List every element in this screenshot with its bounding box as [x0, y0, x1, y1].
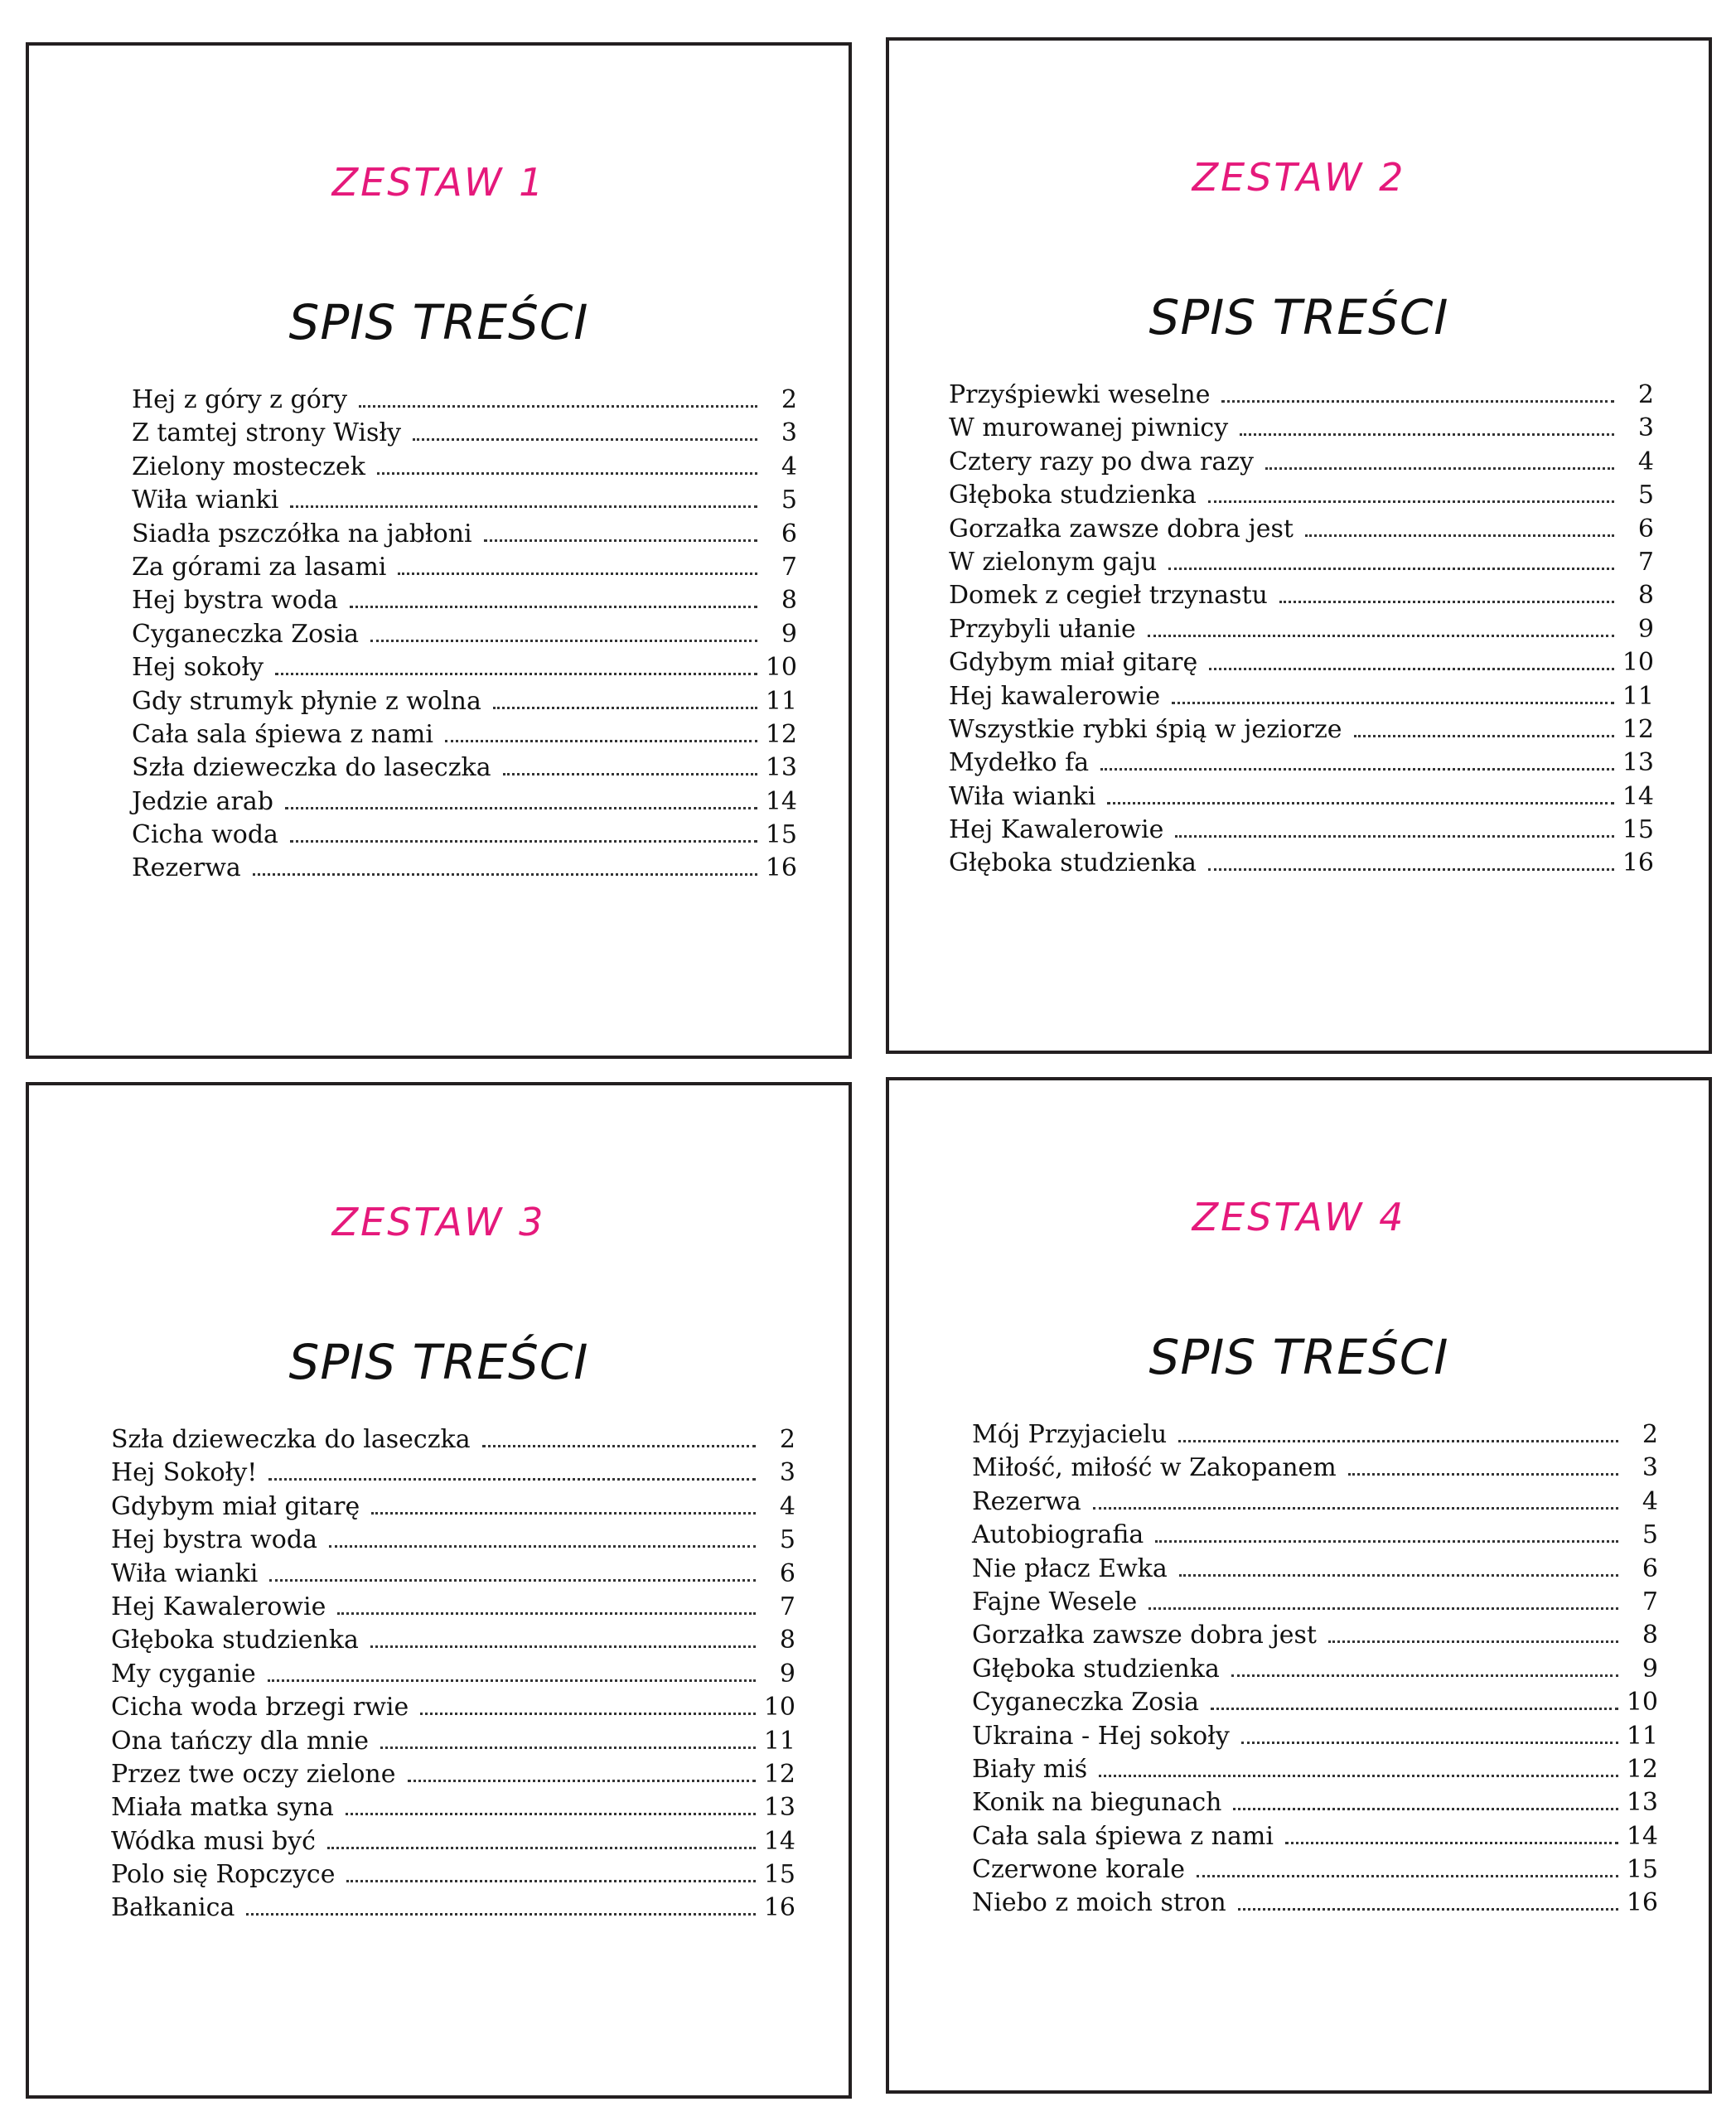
toc-entry-page: 3	[1637, 413, 1654, 443]
toc-entry-title: Wódka musi być	[111, 1826, 316, 1856]
dot-leader	[268, 1478, 756, 1481]
dot-leader	[420, 1713, 756, 1715]
dot-leader	[1100, 768, 1614, 771]
dot-leader	[253, 873, 757, 876]
dot-leader	[503, 773, 757, 775]
toc-entry	[972, 1621, 1658, 1654]
toc-entry	[132, 853, 797, 887]
set-title: ZESTAW 2	[1192, 155, 1406, 200]
set-title: ZESTAW 3	[331, 1200, 546, 1244]
dot-leader	[1099, 1775, 1618, 1777]
toc-entry-page: 6	[1642, 1553, 1658, 1583]
toc-list	[972, 1420, 1658, 1922]
toc-entry-title: Ukraina - Hej sokoły	[972, 1721, 1230, 1751]
dot-leader	[290, 840, 757, 843]
dot-leader	[1208, 500, 1614, 503]
toc-entry	[132, 385, 797, 418]
dot-leader	[1221, 400, 1614, 403]
toc-entry-title: Cała sala śpiewa z nami	[972, 1821, 1274, 1851]
toc-entry	[972, 1554, 1658, 1587]
toc-entry-title: Nie płacz Ewka	[972, 1553, 1168, 1583]
toc-entry	[111, 1559, 795, 1592]
toc-entry-page: 13	[763, 1793, 795, 1823]
dot-leader	[1155, 1540, 1618, 1543]
toc-entry-title: Jedzie arab	[132, 786, 273, 816]
toc-entry-page: 13	[765, 753, 797, 783]
toc-entry	[111, 1492, 795, 1525]
dot-leader	[1172, 702, 1614, 704]
toc-entry-page: 4	[781, 452, 797, 481]
toc-entry-page: 7	[1642, 1587, 1658, 1616]
toc-entry-title: Autobiografia	[972, 1520, 1144, 1550]
toc-entry-page: 9	[1642, 1654, 1658, 1684]
toc-entry	[972, 1453, 1658, 1486]
toc-entry	[111, 1425, 795, 1458]
toc-entry-page: 10	[1622, 648, 1654, 678]
dot-leader	[413, 438, 757, 441]
toc-entry-title: Miłość, miłość w Zakopanem	[972, 1453, 1337, 1483]
toc-entry	[949, 748, 1654, 781]
toc-entry-page: 14	[1626, 1821, 1658, 1851]
toc-entry-page: 16	[1626, 1888, 1658, 1918]
dot-leader	[482, 1445, 756, 1447]
toc-entry	[111, 1693, 795, 1726]
toc-entry	[949, 447, 1654, 481]
toc-entry-page: 13	[1626, 1788, 1658, 1818]
toc-entry	[111, 1592, 795, 1626]
toc-entry	[132, 620, 797, 653]
toc-entry-title: Cztery razy po dwa razy	[949, 447, 1254, 476]
toc-entry	[972, 1722, 1658, 1755]
dot-leader	[268, 1679, 756, 1682]
toc-entry	[132, 553, 797, 586]
toc-entry	[132, 452, 797, 486]
dot-leader	[1148, 635, 1614, 637]
toc-entry-page: 9	[1637, 614, 1654, 644]
toc-panel-zestaw-4	[886, 1077, 1712, 2094]
toc-entry-page: 7	[1637, 547, 1654, 577]
toc-entry-page: 4	[779, 1491, 795, 1521]
toc-entry-page: 8	[779, 1626, 795, 1655]
toc-entry	[132, 753, 797, 786]
toc-heading: SPIS TREŚCI	[288, 1334, 589, 1390]
dot-leader	[1197, 1875, 1618, 1877]
toc-entry-page: 3	[781, 418, 797, 448]
toc-entry	[111, 1626, 795, 1659]
toc-entry	[949, 815, 1654, 848]
dot-leader	[371, 1512, 756, 1515]
toc-entry-title: Siadła pszczółka na jabłoni	[132, 519, 472, 548]
toc-entry-page: 8	[781, 586, 797, 616]
dot-leader	[1211, 1708, 1618, 1710]
dot-leader	[1285, 1842, 1618, 1844]
toc-entry-title: Domek z cegieł trzynastu	[949, 581, 1268, 611]
toc-entry-page: 11	[1622, 681, 1654, 711]
toc-entry-title: Gorzałka zawsze dobra jest	[949, 514, 1294, 544]
toc-entry-page: 8	[1637, 581, 1654, 611]
toc-entry-page: 7	[781, 552, 797, 582]
toc-entry-title: Wiła wianki	[111, 1558, 259, 1588]
toc-entry	[111, 1827, 795, 1860]
toc-entry-page: 15	[1626, 1855, 1658, 1885]
toc-entry-title: Głęboka studzienka	[949, 481, 1197, 510]
toc-entry-title: Polo się Ropczyce	[111, 1860, 336, 1890]
toc-entry	[949, 380, 1654, 413]
toc-entry-title: Mój Przyjacielu	[972, 1420, 1168, 1449]
toc-entry-title: Mydełko fa	[949, 748, 1090, 778]
toc-entry-page: 11	[763, 1726, 795, 1756]
toc-entry	[132, 418, 797, 452]
toc-entry-page: 8	[1642, 1621, 1658, 1650]
dot-leader	[327, 1847, 756, 1849]
toc-entry-page: 10	[1626, 1688, 1658, 1718]
toc-entry-title: Głęboka studzienka	[111, 1626, 359, 1655]
toc-entry-page: 4	[1637, 447, 1654, 476]
toc-entry	[132, 519, 797, 553]
toc-entry-page: 2	[779, 1425, 795, 1454]
toc-entry	[949, 615, 1654, 648]
toc-entry-title: Cyganeczka Zosia	[972, 1688, 1200, 1718]
toc-entry-title: Ona tańczy dla mnie	[111, 1726, 370, 1756]
dot-leader	[370, 640, 757, 642]
dot-leader	[1241, 1742, 1618, 1744]
dot-leader	[285, 807, 757, 809]
toc-entry-title: Hej kawalerowie	[949, 681, 1161, 711]
dot-leader	[350, 606, 757, 608]
dot-leader	[1354, 735, 1614, 737]
toc-entry-page: 6	[1637, 514, 1654, 544]
dot-leader	[269, 1579, 756, 1582]
toc-entry	[132, 820, 797, 853]
dot-leader	[1240, 433, 1614, 436]
dot-leader	[1265, 467, 1614, 470]
dot-leader	[408, 1780, 757, 1782]
toc-entry-title: Hej z góry z góry	[132, 385, 348, 414]
toc-entry-page: 5	[1642, 1520, 1658, 1550]
toc-entry-title: Bałkanica	[111, 1893, 235, 1923]
toc-entry-title: Cicha woda brzegi rwie	[111, 1693, 409, 1722]
toc-entry	[949, 481, 1654, 514]
toc-panel-zestaw-2	[886, 37, 1712, 1054]
toc-entry	[972, 1420, 1658, 1453]
toc-entry-page: 2	[1642, 1420, 1658, 1449]
toc-entry	[949, 715, 1654, 748]
toc-entry-title: Hej Sokoły!	[111, 1458, 258, 1488]
dot-leader	[337, 1612, 756, 1615]
dot-leader	[1107, 802, 1614, 804]
toc-entry-page: 12	[1626, 1754, 1658, 1784]
set-title: ZESTAW 1	[331, 160, 546, 205]
toc-entry	[132, 486, 797, 519]
toc-entry-title: Rezerwa	[972, 1486, 1081, 1516]
toc-entry-title: Konik na biegunach	[972, 1788, 1222, 1818]
toc-heading: SPIS TREŚCI	[1148, 289, 1449, 345]
toc-entry-page: 16	[763, 1893, 795, 1923]
toc-entry	[972, 1688, 1658, 1721]
toc-entry	[111, 1660, 795, 1693]
toc-entry	[949, 413, 1654, 447]
toc-entry-title: Przez twe oczy zielone	[111, 1759, 396, 1789]
toc-entry-page: 12	[763, 1759, 795, 1789]
toc-entry-title: Biały miś	[972, 1754, 1088, 1784]
dot-leader	[1148, 1607, 1618, 1610]
dot-leader	[246, 1913, 756, 1916]
toc-list	[111, 1425, 795, 1927]
toc-entry-page: 14	[765, 786, 797, 816]
toc-entry-page: 15	[763, 1860, 795, 1890]
toc-entry-title: Hej sokoły	[132, 653, 264, 683]
dot-leader	[1209, 668, 1614, 670]
toc-entry	[111, 1760, 795, 1793]
toc-entry-page: 3	[779, 1458, 795, 1488]
toc-entry-page: 2	[781, 385, 797, 414]
toc-entry-page: 5	[1637, 481, 1654, 510]
toc-entry	[132, 586, 797, 619]
toc-entry-title: Z tamtej strony Wisły	[132, 418, 402, 448]
toc-entry-title: Hej bystra woda	[132, 586, 338, 616]
toc-panel-zestaw-1	[26, 42, 852, 1059]
toc-entry-page: 9	[781, 619, 797, 649]
toc-entry-title: Gorzałka zawsze dobra jest	[972, 1621, 1317, 1650]
dot-leader	[329, 1545, 756, 1548]
dot-leader	[346, 1880, 756, 1882]
toc-entry	[949, 782, 1654, 815]
toc-entry	[972, 1855, 1658, 1888]
dot-leader	[1208, 868, 1614, 871]
dot-leader	[370, 1645, 756, 1648]
toc-list	[132, 385, 797, 887]
toc-entry-title: Wszystkie rybki śpią w jeziorze	[949, 714, 1342, 744]
toc-entry-title: Głęboka studzienka	[949, 848, 1197, 878]
toc-entry	[972, 1487, 1658, 1520]
toc-entry-page: 11	[765, 686, 797, 716]
toc-entry-page: 6	[781, 519, 797, 548]
toc-entry	[972, 1655, 1658, 1688]
toc-entry-title: Wiła wianki	[132, 486, 279, 515]
toc-entry	[949, 548, 1654, 581]
dot-leader	[275, 673, 757, 675]
toc-heading: SPIS TREŚCI	[1148, 1329, 1449, 1385]
toc-entry-page: 9	[779, 1659, 795, 1689]
dot-leader	[1279, 601, 1614, 603]
toc-entry	[132, 787, 797, 820]
dot-leader	[1348, 1473, 1618, 1476]
toc-entry-page: 12	[765, 719, 797, 749]
dot-leader	[1238, 1908, 1618, 1911]
toc-entry-title: Gdy strumyk płynie z wolna	[132, 686, 481, 716]
toc-entry-title: Cała sala śpiewa z nami	[132, 719, 433, 749]
toc-entry-page: 4	[1642, 1486, 1658, 1516]
toc-entry-title: Hej bystra woda	[111, 1525, 317, 1555]
toc-entry	[972, 1888, 1658, 1921]
toc-entry-title: Niebo z moich stron	[972, 1888, 1226, 1918]
toc-entry	[949, 515, 1654, 548]
toc-entry-title: Przybyli ułanie	[949, 614, 1136, 644]
toc-entry-page: 11	[1626, 1721, 1658, 1751]
toc-entry-title: W murowanej piwnicy	[949, 413, 1229, 443]
dot-leader	[346, 1813, 756, 1815]
dot-leader	[359, 405, 757, 408]
dot-leader	[484, 539, 757, 542]
dot-leader	[1231, 1674, 1618, 1677]
toc-entry-title: W zielonym gaju	[949, 547, 1158, 577]
toc-heading: SPIS TREŚCI	[288, 294, 589, 350]
toc-entry-title: Cyganeczka Zosia	[132, 619, 360, 649]
toc-entry-page: 2	[1637, 380, 1654, 409]
toc-entry-page: 3	[1642, 1453, 1658, 1483]
toc-entry-page: 6	[779, 1558, 795, 1588]
dot-leader	[398, 573, 757, 575]
set-title: ZESTAW 4	[1192, 1195, 1406, 1239]
toc-entry-page: 15	[1622, 815, 1654, 845]
toc-entry-title: Za górami za lasami	[132, 552, 387, 582]
dot-leader	[1168, 568, 1614, 570]
toc-entry-page: 16	[765, 853, 797, 883]
toc-entry-title: Głęboka studzienka	[972, 1654, 1220, 1684]
toc-panel-zestaw-3	[26, 1082, 852, 2099]
dot-leader	[1179, 1574, 1618, 1577]
toc-entry	[111, 1860, 795, 1893]
toc-entry	[111, 1458, 795, 1491]
dot-leader	[1305, 534, 1614, 537]
dot-leader	[445, 740, 757, 742]
dot-leader	[1175, 835, 1614, 838]
toc-entry-title: Szła dzieweczka do laseczka	[111, 1425, 471, 1454]
toc-entry-page: 12	[1622, 714, 1654, 744]
toc-entry	[972, 1520, 1658, 1553]
toc-entry-title: Fajne Wesele	[972, 1587, 1138, 1616]
toc-entry-title: Hej Kawalerowie	[949, 815, 1164, 845]
toc-entry	[949, 848, 1654, 882]
toc-entry-title: Hej Kawalerowie	[111, 1592, 326, 1621]
toc-entry	[132, 720, 797, 753]
toc-entry	[132, 653, 797, 686]
toc-entry-page: 15	[765, 820, 797, 850]
toc-entry-title: Miała matka syna	[111, 1793, 334, 1823]
toc-entry-title: Cicha woda	[132, 820, 278, 850]
toc-entry-title: Czerwone korale	[972, 1855, 1186, 1885]
toc-entry	[949, 682, 1654, 715]
toc-entry	[949, 581, 1654, 614]
dot-leader	[493, 707, 757, 709]
toc-entry	[111, 1727, 795, 1760]
toc-entry	[111, 1525, 795, 1558]
dot-leader	[1233, 1808, 1618, 1810]
dot-leader	[1178, 1440, 1618, 1442]
dot-leader	[380, 1747, 756, 1749]
toc-entry-page: 14	[763, 1826, 795, 1856]
dot-leader	[1093, 1507, 1618, 1510]
toc-entry-page: 7	[779, 1592, 795, 1621]
toc-entry-page: 10	[765, 653, 797, 683]
toc-entry-page: 13	[1622, 748, 1654, 778]
dot-leader	[377, 472, 757, 475]
toc-entry-title: Zielony mosteczek	[132, 452, 365, 481]
dot-leader	[1328, 1640, 1618, 1643]
toc-entry-page: 14	[1622, 781, 1654, 811]
toc-entry-title: Gdybym miał gitarę	[949, 648, 1198, 678]
toc-entry	[972, 1788, 1658, 1821]
toc-entry-title: Rezerwa	[132, 853, 241, 883]
toc-entry-title: Wiła wianki	[949, 781, 1096, 811]
toc-entry-page: 16	[1622, 848, 1654, 878]
toc-entry	[949, 648, 1654, 681]
toc-entry	[111, 1893, 795, 1926]
toc-list	[949, 380, 1654, 882]
toc-entry-title: Szła dzieweczka do laseczka	[132, 753, 491, 783]
toc-entry	[972, 1587, 1658, 1621]
toc-entry	[132, 687, 797, 720]
toc-entry	[972, 1755, 1658, 1788]
toc-entry-title: Gdybym miał gitarę	[111, 1491, 360, 1521]
toc-entry	[972, 1822, 1658, 1855]
toc-entry-title: Przyśpiewki weselne	[949, 380, 1211, 409]
dot-leader	[290, 505, 757, 508]
toc-entry	[111, 1793, 795, 1826]
toc-entry-page: 5	[779, 1525, 795, 1555]
toc-entry-page: 10	[763, 1693, 795, 1722]
toc-entry-title: My cyganie	[111, 1659, 256, 1689]
toc-entry-page: 5	[781, 486, 797, 515]
